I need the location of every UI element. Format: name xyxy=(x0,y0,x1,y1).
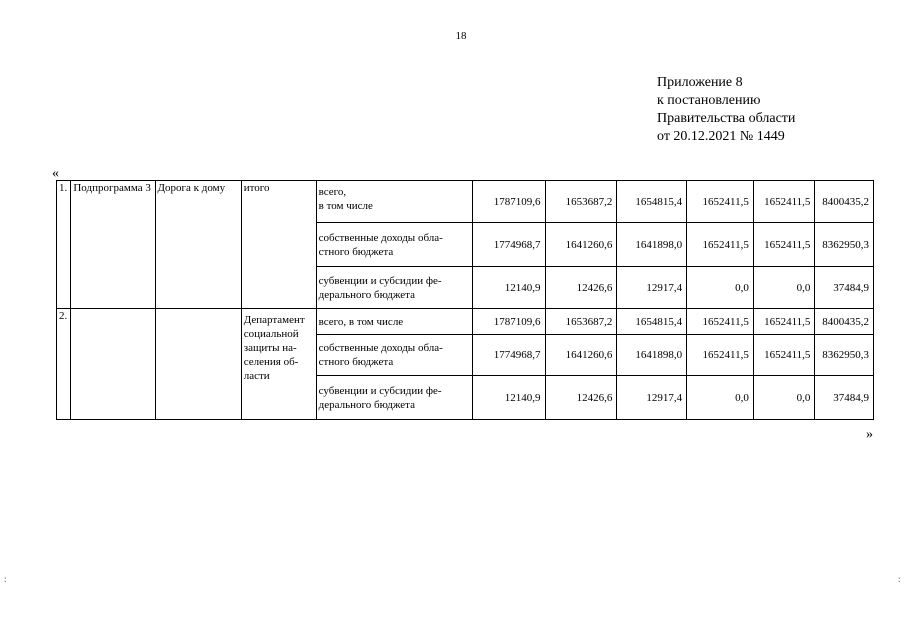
page-number: 18 xyxy=(455,30,467,42)
row-number: 1. xyxy=(57,181,71,309)
value-cell: 1654815,4 xyxy=(617,309,687,335)
appendix-line-4: от 20.12.2021 № 1449 xyxy=(657,129,785,144)
value-cell: 1787109,6 xyxy=(472,309,545,335)
value-cell: 1652411,5 xyxy=(753,309,815,335)
value-cell: 12917,4 xyxy=(617,267,687,309)
responsible: итого xyxy=(241,181,316,309)
value-cell: 1652411,5 xyxy=(687,223,754,267)
value-cell: 8362950,3 xyxy=(815,335,874,376)
program-name xyxy=(155,309,241,420)
program-kind: Подпрограмма 3 xyxy=(71,181,155,309)
value-cell: 8362950,3 xyxy=(815,223,874,267)
funding-source: всего, в том числе xyxy=(316,181,472,223)
value-cell: 1653687,2 xyxy=(545,309,617,335)
value-cell: 1641898,0 xyxy=(617,335,687,376)
value-cell: 1787109,6 xyxy=(472,181,545,223)
value-cell: 1653687,2 xyxy=(545,181,617,223)
funding-source: субвенции и субсидии фе- дерального бюджета xyxy=(316,376,472,420)
value-cell: 1641260,6 xyxy=(545,223,617,267)
value-cell: 1652411,5 xyxy=(753,335,815,376)
appendix-header xyxy=(657,74,795,146)
edge-mark-left: : xyxy=(4,574,8,584)
value-cell: 1654815,4 xyxy=(617,181,687,223)
budget-table xyxy=(56,180,874,420)
value-cell: 1652411,5 xyxy=(687,181,754,223)
value-cell: 12140,9 xyxy=(472,267,545,309)
funding-source: субвенции и субсидии фе- дерального бюджета xyxy=(316,267,472,309)
value-cell: 0,0 xyxy=(687,376,754,420)
program-name: Дорога к дому xyxy=(155,181,241,309)
value-cell: 12426,6 xyxy=(545,267,617,309)
value-cell: 12917,4 xyxy=(617,376,687,420)
appendix-line-3: Правительства области xyxy=(657,111,796,126)
value-cell: 8400435,2 xyxy=(815,181,874,223)
value-cell: 0,0 xyxy=(753,376,815,420)
value-cell: 1652411,5 xyxy=(687,335,754,376)
table-row xyxy=(57,309,874,335)
value-cell: 0,0 xyxy=(753,267,815,309)
program-kind xyxy=(71,309,155,420)
value-cell: 1652411,5 xyxy=(753,223,815,267)
value-cell: 1641260,6 xyxy=(545,335,617,376)
appendix-line-2: к постановлению xyxy=(657,93,761,108)
edge-mark-right: : xyxy=(898,574,902,584)
value-cell: 1774968,7 xyxy=(472,223,545,267)
closing-quote: » xyxy=(866,427,873,442)
table-row xyxy=(57,181,874,223)
value-cell: 1652411,5 xyxy=(687,309,754,335)
value-cell: 1641898,0 xyxy=(617,223,687,267)
row-number: 2. xyxy=(57,309,71,420)
funding-source: собственные доходы обла- стного бюджета xyxy=(316,335,472,376)
value-cell: 37484,9 xyxy=(815,267,874,309)
value-cell: 0,0 xyxy=(687,267,754,309)
value-cell: 1774968,7 xyxy=(472,335,545,376)
value-cell: 37484,9 xyxy=(815,376,874,420)
value-cell: 8400435,2 xyxy=(815,309,874,335)
funding-source: собственные доходы обла- стного бюджета xyxy=(316,223,472,267)
value-cell: 12426,6 xyxy=(545,376,617,420)
opening-quote: « xyxy=(52,166,59,181)
appendix-line-1: Приложение 8 xyxy=(657,75,743,90)
value-cell: 1652411,5 xyxy=(753,181,815,223)
responsible: Департамент социальной защиты на-селения об-ласти xyxy=(241,309,316,420)
value-cell: 12140,9 xyxy=(472,376,545,420)
funding-source: всего, в том числе xyxy=(316,309,472,335)
